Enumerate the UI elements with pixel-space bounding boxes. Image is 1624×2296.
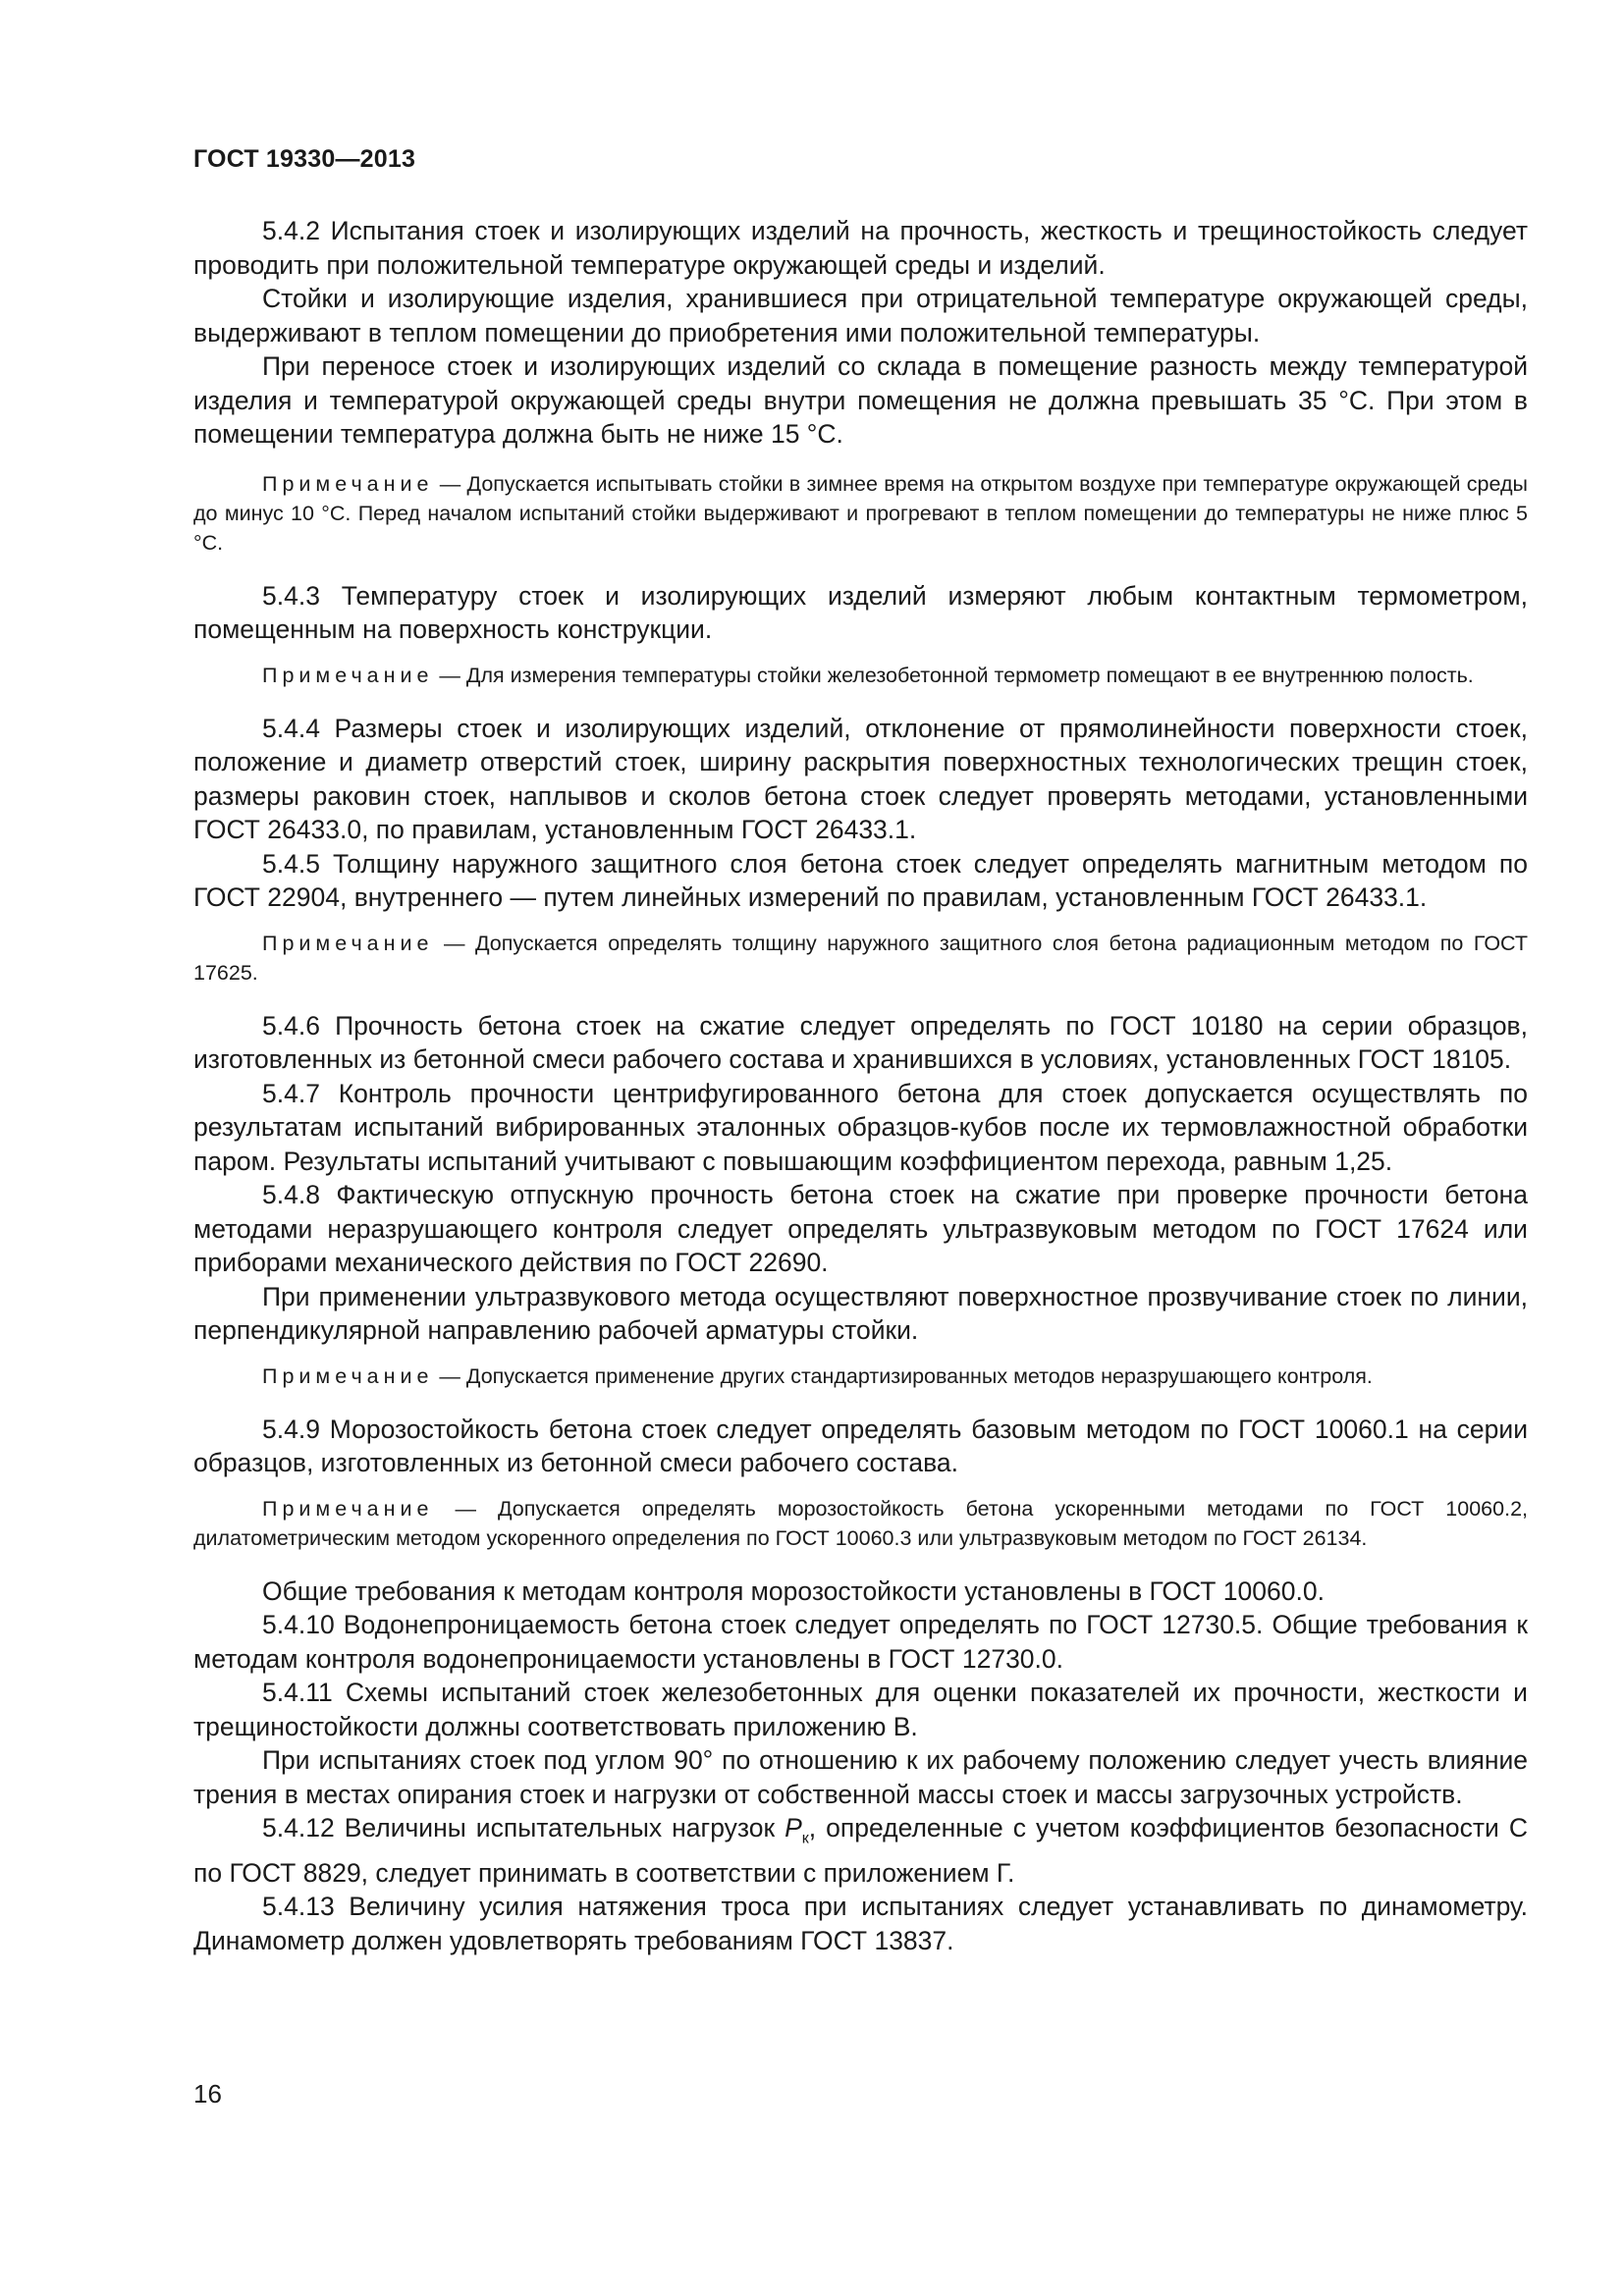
block-spacer <box>193 1391 1528 1413</box>
paragraph: 5.4.8 Фактическую отпускную прочность бетона стоек на сжатие при проверке прочности бетона методами неразрушающего контроля следует определять ультразвуковым методом по ГОСТ 17624 или приборами механического действия по ГОСТ 22690. <box>193 1180 1528 1277</box>
note <box>193 1494 1528 1553</box>
block-spacer <box>193 1553 1528 1575</box>
paragraph: 5.4.11 Схемы испытаний стоек железобетонных для оценки показателей их прочности, жесткости и трещиностойкости должны соответствовать приложению В. <box>193 1678 1528 1741</box>
paragraph: При переносе стоек и изолирующих изделий со склада в помещение разность между температурой изделия и температурой окружающей среды внутри помещения не должна превышать 35 °С. При этом в помещении температура должна быть не ниже 15 °С. <box>193 351 1528 449</box>
note-label: Примечание <box>262 1363 434 1388</box>
block-spacer <box>193 647 1528 661</box>
note <box>193 1362 1528 1391</box>
paragraph: При применении ультразвукового метода осуществляют поверхностное прозвучивание стоек по линии, перпендикулярной направлению рабочей арматуры стойки. <box>193 1281 1528 1345</box>
note-label: Примечание <box>262 931 434 955</box>
note-label: Примечание <box>262 1496 434 1521</box>
note <box>193 469 1528 558</box>
block-spacer <box>193 452 1528 469</box>
block-spacer <box>193 915 1528 929</box>
paragraph: 5.4.5 Толщину наружного защитного слоя бетона стоек следует определять магнитным методом по ГОСТ 22904, внутреннего — путем линейных измерений по правилам, установленным ГОСТ 26433.1. <box>193 848 1528 912</box>
note-label: Примечание <box>262 663 434 687</box>
note <box>193 929 1528 988</box>
note-text: — Для измерения температуры стойки железобетонной термометр помещают в ее внутреннюю полость. <box>433 663 1474 687</box>
paragraph-text: , определенные с учетом коэффициентов безопасности С по ГОСТ 8829, следует принимать в соответствии с приложением Г. <box>193 1813 1528 1888</box>
block-spacer <box>193 690 1528 712</box>
load-variable: P <box>785 1813 802 1842</box>
paragraph: При испытаниях стоек под углом 90° по отношению к их рабочему положению следует учесть влияние трения в местах опирания стоек и нагрузки от собственной массы стоек и массы загрузочных устройств. <box>193 1745 1528 1809</box>
paragraph: 5.4.3 Температуру стоек и изолирующих изделий измеряют любым контактным термометром, помещенным на поверхность конструкции. <box>193 580 1528 644</box>
paragraph: 5.4.4 Размеры стоек и изолирующих изделий, отклонение от прямолинейности поверхности стоек, положение и диаметр отверстий стоек, ширину раскрытия поверхностных технологических трещин стоек, размеры раковин стоек, наплывов и сколов бетона стоек следует проверять методами, установленными ГОСТ 26433.0, по правилам, установленным ГОСТ 26433.1. <box>193 713 1528 844</box>
document-body <box>193 214 1528 1957</box>
note <box>193 661 1528 690</box>
paragraph: 5.4.13 Величину усилия натяжения троса при испытаниях следует устанавливать по динамометру. Динамометр должен удовлетворять требованиям ГОСТ 13837. <box>193 1892 1528 1955</box>
paragraph: Стойки и изолирующие изделия, хранившиеся при отрицательной температуре окружающей среды, выдерживают в теплом помещении до приобретения ими положительной температуры. <box>193 284 1528 347</box>
document-header: ГОСТ 19330—2013 <box>193 145 416 173</box>
note-text: — Допускается применение других стандартизированных методов неразрушающего контроля. <box>433 1363 1373 1388</box>
note-text: — Допускается определять толщину наружного защитного слоя бетона радиационным методом по ГОСТ 17625. <box>193 931 1528 985</box>
paragraph: 5.4.9 Морозостойкость бетона стоек следует определять базовым методом по ГОСТ 10060.1 на серии образцов, изготовленных из бетонной смеси рабочего состава. <box>193 1414 1528 1477</box>
block-spacer <box>193 558 1528 579</box>
paragraph: 5.4.10 Водонепроницаемость бетона стоек следует определять по ГОСТ 12730.5. Общие требования к методам контроля водонепроницаемости установлены в ГОСТ 12730.0. <box>193 1610 1528 1674</box>
block-spacer <box>193 1480 1528 1494</box>
note-label: Примечание <box>262 471 434 496</box>
note-text: — Допускается определять морозостойкость бетона ускоренными методами по ГОСТ 10060.2, дилатометрическим методом ускоренного определения по ГОСТ 10060.3 или ультразвуковым методом по ГОСТ 26134. <box>193 1496 1528 1550</box>
paragraph: 5.4.2 Испытания стоек и изолирующих изделий на прочность, жесткость и трещиностойкость следует проводить при положительной температуре окружающей среды и изделий. <box>193 216 1528 280</box>
block-spacer <box>193 988 1528 1009</box>
load-variable-subscript: к <box>801 1830 809 1847</box>
block-spacer <box>193 1348 1528 1362</box>
paragraph <box>193 1811 1528 1890</box>
page-number: 16 <box>193 2079 222 2109</box>
paragraph: 5.4.7 Контроль прочности центрифугированного бетона для стоек допускается осуществлять по результатам испытаний вибрированных эталонных образцов-кубов после их термовлажностной обработки паром. Результаты испытаний учитывают с повышающим коэффициентом перехода, равным 1,25. <box>193 1078 1528 1176</box>
note-text: — Допускается испытывать стойки в зимнее время на открытом воздухе при температуре окружающей среды до минус 10 °С. Перед началом испытаний стойки выдерживают и прогревают в теплом помещении до температуры не ниже плюс 5 °С. <box>193 471 1528 555</box>
paragraph-text: 5.4.12 Величины испытательных нагрузок <box>262 1813 785 1842</box>
paragraph: Общие требования к методам контроля морозостойкости установлены в ГОСТ 10060.0. <box>262 1575 1325 1606</box>
paragraph: 5.4.6 Прочность бетона стоек на сжатие следует определять по ГОСТ 10180 на серии образцов, изготовленных из бетонной смеси рабочего состава и хранившихся в условиях, установленных ГОСТ 18105. <box>193 1010 1528 1074</box>
